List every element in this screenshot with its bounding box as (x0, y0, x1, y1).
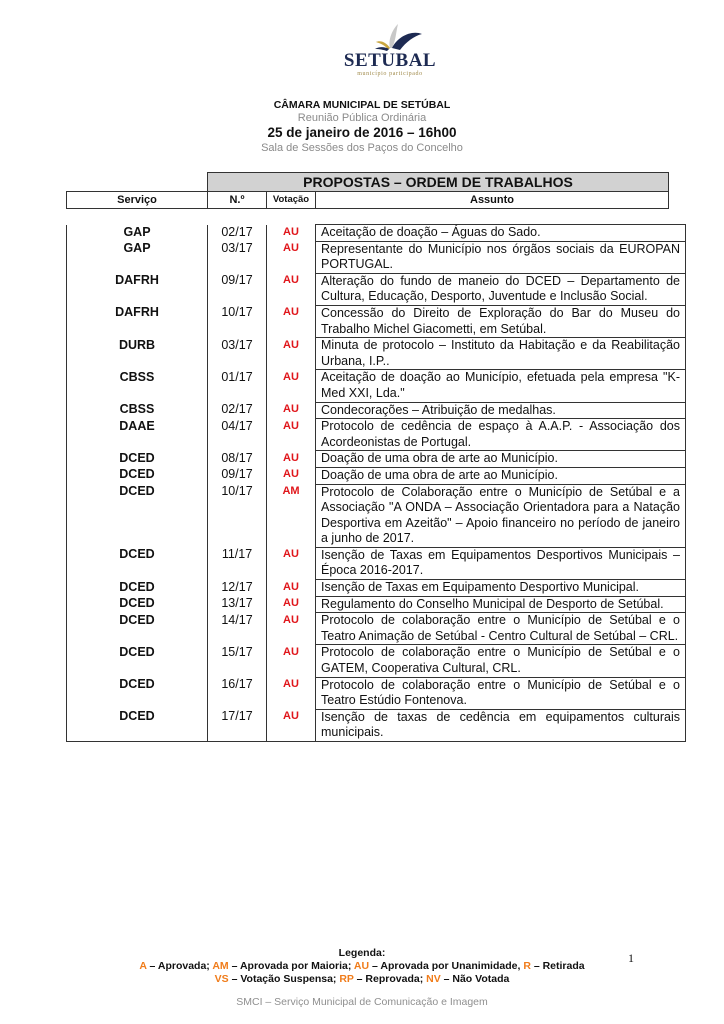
meeting-datetime: 25 de janeiro de 2016 – 16h00 (267, 125, 457, 140)
agenda-header-table (66, 172, 669, 209)
legend-text: – Retirada (530, 960, 585, 972)
service-cell: DAFRH (67, 273, 208, 305)
legend-code: VS (214, 973, 229, 985)
column-header-assunto: Assunto (316, 192, 669, 209)
service-cell: DCED (67, 580, 208, 597)
service-cell: DAAE (67, 419, 208, 451)
subject-cell: Protocolo de Colaboração entre o Município de Setúbal e a Associação "A ONDA – Associação Orientadora para a Natação Desportiva em Azeitão" – Apoio financeiro no período de janeiro a junho de 2017. (316, 484, 686, 547)
table-row (67, 677, 686, 709)
vote-cell: AU (267, 225, 316, 242)
service-cell: DCED (67, 677, 208, 709)
subject-cell: Doação de uma obra de arte ao Município. (316, 451, 686, 468)
table-row (67, 305, 686, 337)
legend-code: NV (426, 973, 441, 985)
vote-cell: AU (267, 645, 316, 677)
agenda-title: PROPOSTAS – ORDEM DE TRABALHOS (208, 173, 669, 192)
subject-cell: Doação de uma obra de arte ao Município. (316, 467, 686, 484)
meeting-type: Reunião Pública Ordinária (297, 112, 427, 124)
service-cell: DAFRH (67, 305, 208, 337)
subject-cell: Isenção de taxas de cedência em equipamentos culturais municipais. (316, 709, 686, 741)
number-cell: 08/17 (208, 451, 267, 468)
table-row (67, 580, 686, 597)
legend-code: R (523, 960, 531, 972)
logo-emblem-icon (340, 18, 440, 52)
legend-text: – Aprovada por Unanimidade, (369, 960, 524, 972)
vote-cell: AU (267, 547, 316, 579)
service-cell: DCED (67, 613, 208, 645)
subject-cell: Protocolo de colaboração entre o Município de Setúbal e o Teatro Animação de Setúbal - Centro Cultural de Setúbal – CRL. (316, 613, 686, 645)
service-cell: GAP (67, 225, 208, 242)
subject-cell: Protocolo de cedência de espaço à A.A.P. - Associação dos Acordeonistas de Portugal. (316, 419, 686, 451)
legend-text: – Votação Suspensa; (228, 973, 340, 985)
service-cell: CBSS (67, 370, 208, 402)
table-row (67, 338, 686, 370)
vote-cell: AU (267, 402, 316, 419)
legend-text: – Reprovada; (353, 973, 427, 985)
logo-tagline: município participado (357, 71, 423, 77)
legend-text: – Aprovada por Maioria; (228, 960, 354, 972)
number-cell: 17/17 (208, 709, 267, 741)
subject-cell: Protocolo de colaboração entre o Município de Setúbal e o GATEM, Cooperativa Cultural, CRL. (316, 645, 686, 677)
subject-cell: Condecorações – Atribuição de medalhas. (316, 402, 686, 419)
number-cell: 02/17 (208, 225, 267, 242)
logo-wordmark: SETUBAL (343, 50, 437, 71)
vote-cell: AU (267, 613, 316, 645)
service-cell: DURB (67, 338, 208, 370)
number-cell: 02/17 (208, 402, 267, 419)
meeting-location: Sala de Sessões dos Paços do Concelho (261, 142, 463, 154)
subject-cell: Aceitação de doação – Águas do Sado. (316, 225, 686, 242)
subject-cell: Regulamento do Conselho Municipal de Desporto de Setúbal. (316, 596, 686, 613)
table-row (67, 370, 686, 402)
service-cell: DCED (67, 467, 208, 484)
column-header-servico: Serviço (67, 192, 208, 209)
number-cell: 10/17 (208, 484, 267, 547)
agenda-table (66, 224, 686, 742)
table-row (67, 273, 686, 305)
table-row (67, 547, 686, 579)
number-cell: 04/17 (208, 419, 267, 451)
header-blank-cell (67, 173, 208, 192)
vote-cell: AU (267, 241, 316, 273)
vote-cell: AU (267, 338, 316, 370)
vote-cell: AM (267, 484, 316, 547)
subject-cell: Alteração do fundo de maneio do DCED – Departamento de Cultura, Educação, Desporto, Juventude e Inclusão Social. (316, 273, 686, 305)
legend-code: A (139, 960, 147, 972)
legend-code: AM (212, 960, 229, 972)
subject-cell: Minuta de protocolo – Instituto da Habitação e da Reabilitação Urbana, I.P.. (316, 338, 686, 370)
table-row (67, 645, 686, 677)
column-header-votacao: Votação (267, 192, 316, 209)
number-cell: 12/17 (208, 580, 267, 597)
number-cell: 03/17 (208, 241, 267, 273)
legend-title: Legenda: (338, 947, 386, 959)
service-cell: CBSS (67, 402, 208, 419)
legend-code: RP (339, 973, 354, 985)
legend-line-2 (0, 973, 724, 985)
vote-cell: AU (267, 580, 316, 597)
service-cell: DCED (67, 451, 208, 468)
number-cell: 16/17 (208, 677, 267, 709)
footer-text: SMCI – Serviço Municipal de Comunicação e Imagem (236, 996, 488, 1008)
service-cell: DCED (67, 645, 208, 677)
number-cell: 11/17 (208, 547, 267, 579)
number-cell: 13/17 (208, 596, 267, 613)
table-row (67, 613, 686, 645)
number-cell: 03/17 (208, 338, 267, 370)
number-cell: 10/17 (208, 305, 267, 337)
vote-cell: AU (267, 419, 316, 451)
subject-cell: Representante do Município nos órgãos sociais da EUROPAN PORTUGAL. (316, 241, 686, 273)
table-row (67, 596, 686, 613)
table-row (67, 484, 686, 547)
table-row (67, 225, 686, 242)
number-cell: 15/17 (208, 645, 267, 677)
subject-cell: Protocolo de colaboração entre o Município de Setúbal e o Teatro Estúdio Fontenova. (316, 677, 686, 709)
service-cell: GAP (67, 241, 208, 273)
vote-cell: AU (267, 370, 316, 402)
legend-line-1 (0, 960, 724, 972)
service-cell: DCED (67, 484, 208, 547)
setubal-logo (340, 18, 440, 80)
table-row (67, 709, 686, 741)
subject-cell: Aceitação de doação ao Município, efetuada pela empresa "K-Med XXI, Lda." (316, 370, 686, 402)
subject-cell: Concessão do Direito de Exploração do Bar do Museu do Trabalho Michel Giacometti, em Setúbal. (316, 305, 686, 337)
table-row (67, 467, 686, 484)
vote-cell: AU (267, 305, 316, 337)
vote-cell: AU (267, 709, 316, 741)
subject-cell: Isenção de Taxas em Equipamento Desportivo Municipal. (316, 580, 686, 597)
legend-text: – Não Votada (440, 973, 510, 985)
legend-text: – Aprovada; (146, 960, 213, 972)
vote-cell: AU (267, 677, 316, 709)
number-cell: 09/17 (208, 467, 267, 484)
table-row (67, 402, 686, 419)
table-row (67, 451, 686, 468)
vote-cell: AU (267, 451, 316, 468)
vote-cell: AU (267, 467, 316, 484)
table-row (67, 419, 686, 451)
page-number: 1 (628, 951, 634, 965)
subject-cell: Isenção de Taxas em Equipamentos Desportivos Municipais – Época 2016-2017. (316, 547, 686, 579)
vote-cell: AU (267, 273, 316, 305)
legend-code: AU (353, 960, 370, 972)
service-cell: DCED (67, 709, 208, 741)
institution-title: CÂMARA MUNICIPAL DE SETÚBAL (273, 99, 451, 111)
number-cell: 01/17 (208, 370, 267, 402)
service-cell: DCED (67, 547, 208, 579)
table-row (67, 241, 686, 273)
column-header-numero: N.º (208, 192, 267, 209)
number-cell: 14/17 (208, 613, 267, 645)
number-cell: 09/17 (208, 273, 267, 305)
vote-cell: AU (267, 596, 316, 613)
service-cell: DCED (67, 596, 208, 613)
